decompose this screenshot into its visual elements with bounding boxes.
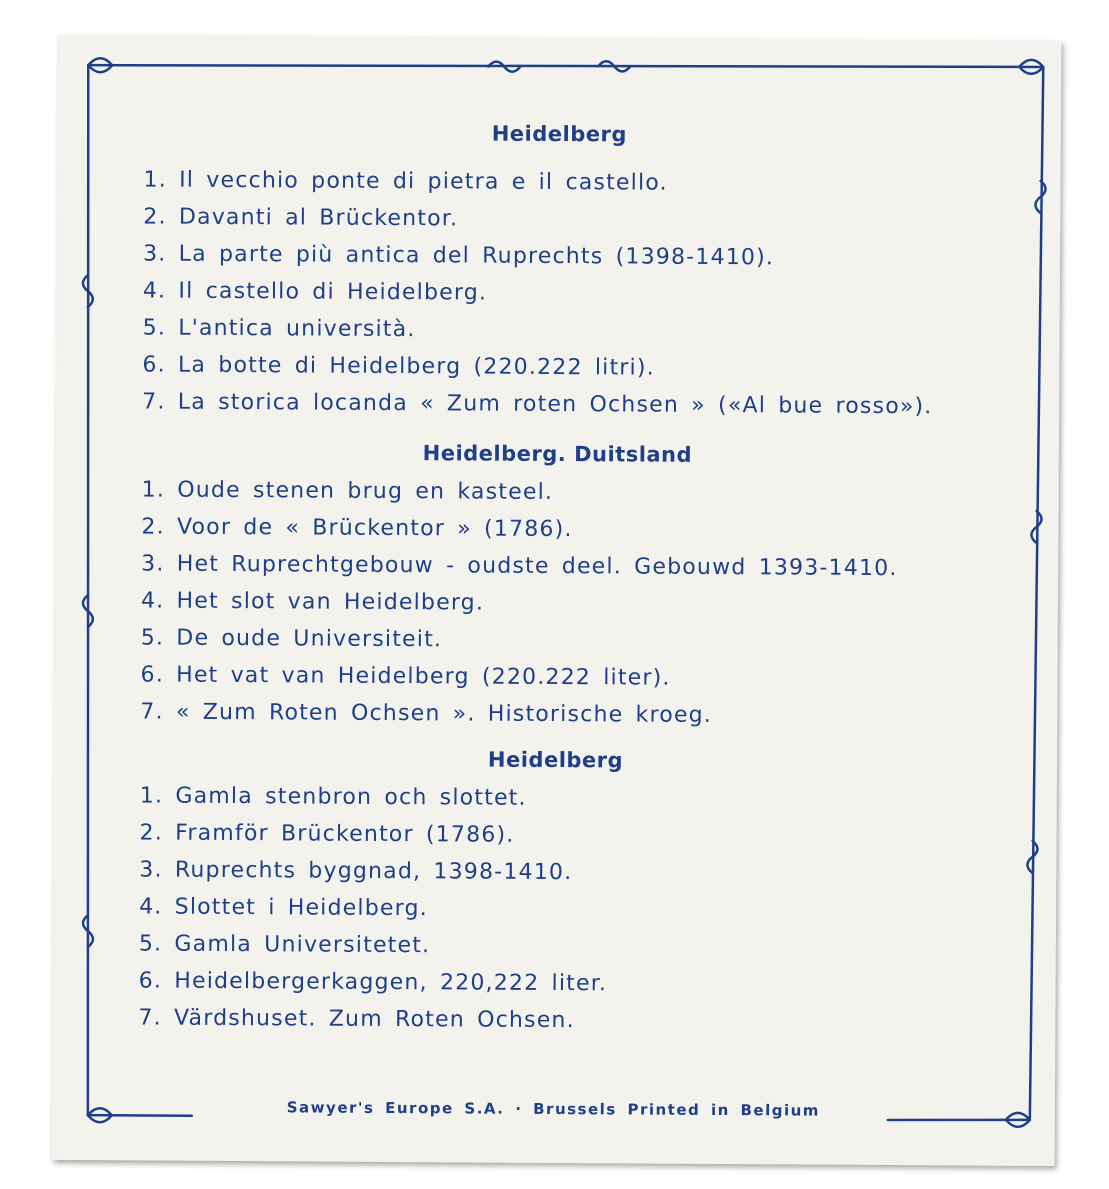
list-item: 6. Het vat van Heidelberg (220.222 liter). [140,662,671,691]
list-item: 4. Slottet i Heidelberg. [139,894,428,922]
list-item: 2. Davanti al Brückentor. [143,204,459,232]
list-item: 4. Het slot van Heidelberg. [140,588,485,616]
list-item: 1. Il vecchio ponte di pietra e il castello. [143,167,668,196]
list-item: 2. Voor de « Brückentor » (1786). [141,514,573,543]
section-title-italian: Heidelberg [491,121,627,147]
section-title-swedish: Heidelberg [487,747,624,773]
list-item: 5. De oude Universiteit. [140,625,443,653]
card-content [52,35,1062,1166]
list-item: 3. Het Ruprechtgebouw - oudste deel. Gebouwd 1393-1410. [141,551,898,582]
list-item: 2. Framför Brückentor (1786). [139,820,515,848]
list-item: 7. Värdshuset. Zum Roten Ochsen. [138,1005,575,1034]
list-item: 1. Oude stenen brug en kasteel. [141,477,554,505]
list-item: 3. La parte più antica del Ruprechts (1398-1410). [143,241,775,271]
list-item: 1. Gamla stenbron och slottet. [139,783,527,811]
footer-text: Sawyer's Europe S.A. · Brussels Printed in Belgium [281,1098,826,1119]
list-item: 5. Gamla Universitetet. [138,931,431,959]
list-item: 7. La storica locanda « Zum roten Ochsen » («Al bue rosso»). [142,389,933,420]
section-title-dutch: Heidelberg. Duitsland [422,441,693,467]
list-item: 5. L'antica università. [142,315,416,343]
list-item: 6. Heidelbergerkaggen, 220,222 liter. [138,968,608,997]
list-item: 7. « Zum Roten Ochsen ». Historische kroeg. [140,699,713,728]
list-item: 3. Ruprechts byggnad, 1398-1410. [139,857,573,886]
list-item: 6. La botte di Heidelberg (220.222 litri). [142,352,655,381]
publisher-footer [52,1097,1055,1121]
info-card [52,35,1062,1166]
list-item: 4. Il castello di Heidelberg. [142,278,488,306]
